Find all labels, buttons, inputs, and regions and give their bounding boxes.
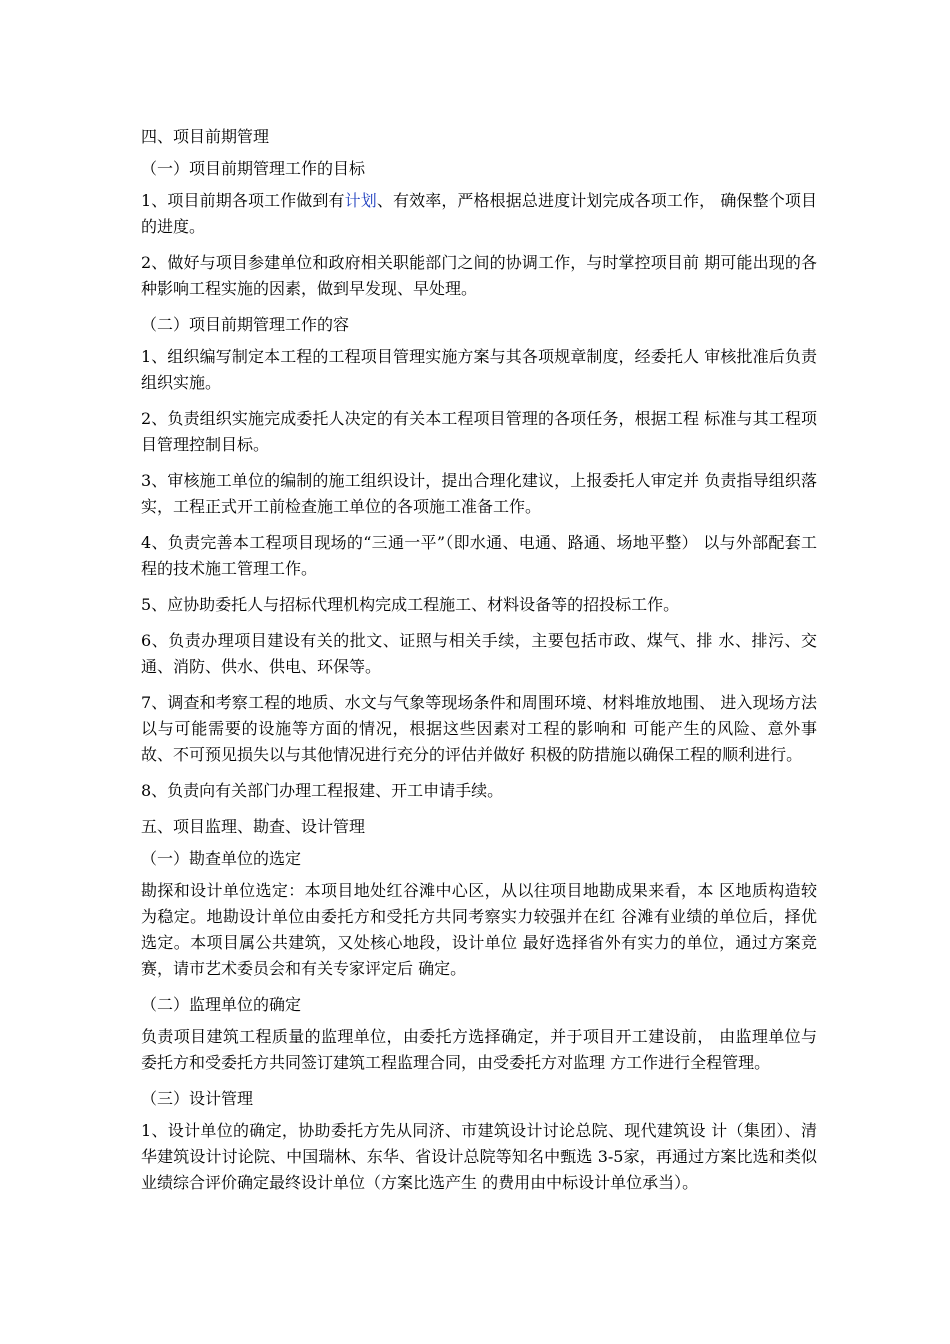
paragraph-goal-1	[141, 188, 817, 240]
paragraph-content-2: 2、负责组织实施完成委托人决定的有关本工程项目管理的各项任务，根据工程 标准与其工程项目管理控制目标。	[141, 409, 817, 454]
paragraph-survey: 勘探和设计单位选定：本项目地处红谷滩中心区，从以往项目地勘成果来看，本 区地质构造较为稳定。地勘设计单位由委托方和受托方共同考察实力较强并在红 谷滩有业绩的单位后，择优选定。本项目属公共建筑，又处核心地段，设计单位 最好选择省外有实力的单位，通过方案竞赛，请市艺术委员会和有关专家评定后 确定。	[141, 881, 817, 978]
section-heading-4: 四、项目前期管理	[141, 127, 270, 146]
paragraph-content-8: 8、负责向有关部门办理工程报建、开工申请手续。	[141, 781, 504, 800]
paragraph-content-1: 1、组织编写制定本工程的工程项目管理实施方案与其各项规章制度，经委托人 审核批准后负责组织实施。	[141, 347, 817, 392]
paragraph-goal-1-before: 1、项目前期各项工作做到有	[141, 191, 345, 210]
paragraph-content-3: 3、审核施工单位的编制的施工组织设计，提出合理化建议，上报委托人审定并 负责指导组织落实，工程正式开工前检查施工单位的各项施工准备工作。	[141, 471, 817, 516]
paragraph-design-1: 1、设计单位的确定，协助委托方先从同济、市建筑设计讨论总院、现代建筑设 计（集团）、清华建筑设计讨论院、中国瑞林、东华、省设计总院等知名中甄选 3-5家，再通过方案比选和类似业绩综合评价确定最终设计单位（方案比选产生 的费用由中标设计单位承当）。	[141, 1121, 817, 1192]
paragraph-content-4: 4、负责完善本工程项目现场的“三通一平”（即水通、电通、路通、场地平整） 以与外部配套工程的技术施工管理工作。	[141, 533, 817, 578]
subsection-heading-goals: （一）项目前期管理工作的目标	[141, 159, 366, 178]
paragraph-supervision: 负责项目建筑工程质量的监理单位，由委托方选择确定，并于项目开工建设前， 由监理单位与委托方和受委托方共同签订建筑工程监理合同，由受委托方对监理 方工作进行全程管理。	[141, 1027, 817, 1072]
document-page	[141, 124, 817, 1206]
subsection-heading-supervision: （二）监理单位的确定	[141, 995, 302, 1014]
paragraph-content-5: 5、应协助委托人与招标代理机构完成工程施工、材料设备等的招投标工作。	[141, 595, 680, 614]
subsection-heading-design: （三）设计管理	[141, 1089, 254, 1108]
paragraph-goal-1-after: 、有效率，严格根据总进度计划完成各项工作， 确保整个项目的进度。	[141, 191, 817, 236]
section-heading-5: 五、项目监理、勘查、设计管理	[141, 817, 366, 836]
subsection-heading-content: （二）项目前期管理工作的容	[141, 315, 350, 334]
subsection-heading-survey: （一）勘查单位的选定	[141, 849, 302, 868]
paragraph-goal-2: 2、做好与项目参建单位和政府相关职能部门之间的协调工作，与时掌控项目前 期可能出现的各种影响工程实施的因素，做到早发现、早处理。	[141, 253, 817, 298]
plan-link[interactable]: 计划	[344, 191, 377, 210]
paragraph-content-7: 7、调查和考察工程的地质、水文与气象等现场条件和周围环境、材料堆放地围、 进入现场方法以与可能需要的设施等方面的情况，根据这些因素对工程的影响和 可能产生的风险、意外事故、不可预见损失以与其他情况进行充分的评估并做好 积极的防措施以确保工程的顺利进行。	[141, 693, 817, 764]
paragraph-content-6: 6、负责办理项目建设有关的批文、证照与相关手续，主要包括市政、煤气、排 水、排污、交通、消防、供水、供电、环保等。	[141, 631, 817, 676]
